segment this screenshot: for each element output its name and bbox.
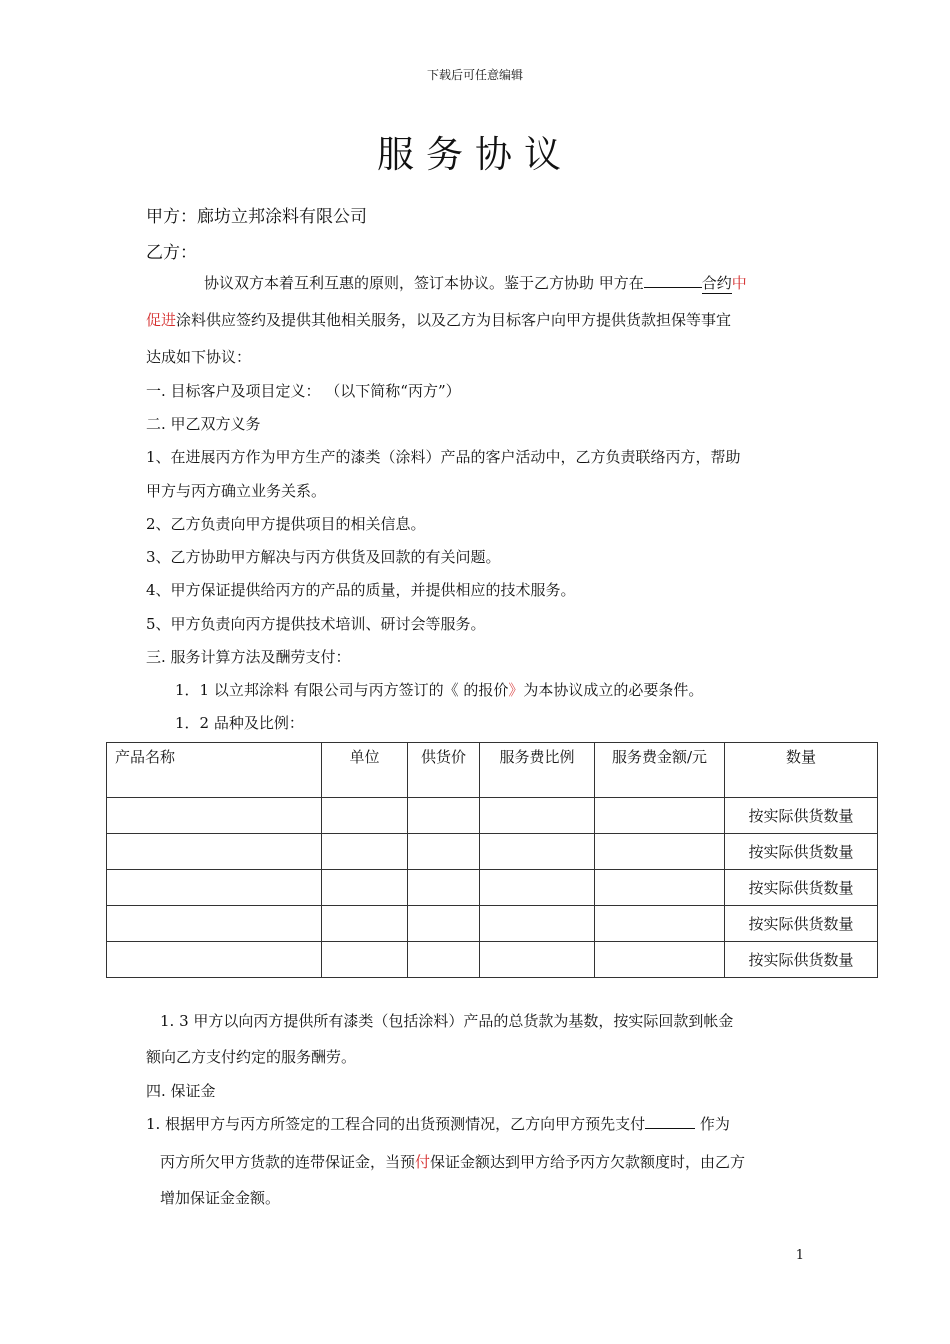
cell-fee-amount xyxy=(595,834,725,870)
cell-fee-amount xyxy=(595,906,725,942)
clause-1-1-tail: 为本协议成立的必要条件。 xyxy=(523,681,704,699)
col-header-fee-amount: 服务费金额/元 xyxy=(595,743,725,798)
cell-fee-amount xyxy=(595,798,725,834)
intro-blank xyxy=(644,287,702,288)
cell-supply-price xyxy=(408,798,480,834)
cell-quantity: 按实际供货数量 xyxy=(725,870,878,906)
product-ratio-table xyxy=(106,742,878,978)
cell-supply-price xyxy=(408,942,480,978)
cell-quantity: 按实际供货数量 xyxy=(725,834,878,870)
table-header-row xyxy=(107,743,878,798)
col-header-quantity: 数量 xyxy=(725,743,878,798)
cell-supply-price xyxy=(408,906,480,942)
intro-text: 协议双方本着互利互惠的原则，签订本协议。鉴于乙方协助 甲方在 xyxy=(204,274,644,292)
section-1-heading: 一. 目标客户及项目定义： （以下简称“丙方”） xyxy=(146,382,461,400)
table-row xyxy=(107,906,878,942)
clause-1-1-red: 》 xyxy=(508,681,524,699)
section-2-heading: 二. 甲乙双方义务 xyxy=(146,415,261,433)
cell-unit xyxy=(322,834,408,870)
col-header-product-name: 产品名称 xyxy=(107,743,322,798)
deposit-clause-line-3: 增加保证金金额。 xyxy=(160,1189,281,1207)
deposit-amount-blank xyxy=(645,1128,695,1129)
obligation-3: 3、乙方协助甲方解决与丙方供货及回款的有关问题。 xyxy=(146,548,501,566)
deposit-clause-line-2 xyxy=(160,1151,745,1172)
clause-1-3-line-2: 额向乙方支付约定的服务酬劳。 xyxy=(146,1048,357,1066)
cell-fee-amount xyxy=(595,942,725,978)
intro-contract-word: 合约 xyxy=(701,274,732,292)
obligation-5: 5、甲方负责向丙方提供技术培训、研讨会等服务。 xyxy=(146,615,486,633)
obligation-4: 4、甲方保证提供给丙方的产品的质量，并提供相应的技术服务。 xyxy=(146,581,576,599)
obligation-1-line-2: 甲方与丙方确立业务关系。 xyxy=(146,482,327,500)
table-row xyxy=(107,870,878,906)
table-row xyxy=(107,798,878,834)
deposit-text-2: 丙方所欠甲方货款的连带保证金，当预 xyxy=(160,1153,416,1171)
cell-fee-ratio xyxy=(480,870,595,906)
section-3-heading: 三. 服务计算方法及酬劳支付： xyxy=(146,648,351,666)
cell-product-name xyxy=(107,798,322,834)
intro-line-3: 达成如下协议： xyxy=(146,348,252,366)
clause-1-1-text: 1．1 以立邦涂料 有限公司与丙方签订的《 的报价 xyxy=(175,681,509,699)
cell-fee-ratio xyxy=(480,798,595,834)
cell-product-name xyxy=(107,870,322,906)
obligation-1-line-1: 1、在进展丙方作为甲方生产的漆类（涂料）产品的客户活动中，乙方负责联络丙方，帮助 xyxy=(146,448,741,466)
clause-1-1 xyxy=(175,679,703,700)
cell-fee-ratio xyxy=(480,942,595,978)
cell-unit xyxy=(322,870,408,906)
intro-red-word: 促进 xyxy=(146,311,177,329)
cell-quantity: 按实际供货数量 xyxy=(725,942,878,978)
obligation-2: 2、乙方负责向甲方提供项目的相关信息。 xyxy=(146,515,426,533)
header-note: 下载后可任意编辑 xyxy=(426,68,523,82)
cell-quantity: 按实际供货数量 xyxy=(725,798,878,834)
col-header-fee-ratio: 服务费比例 xyxy=(480,743,595,798)
cell-supply-price xyxy=(408,834,480,870)
table-row xyxy=(107,942,878,978)
clause-1-2: 1．2 品种及比例： xyxy=(175,714,304,732)
intro-line-2 xyxy=(146,309,731,330)
cell-fee-amount xyxy=(595,870,725,906)
party-b: 乙方： xyxy=(146,243,197,263)
col-header-unit: 单位 xyxy=(322,743,408,798)
cell-product-name xyxy=(107,942,322,978)
cell-unit xyxy=(322,798,408,834)
intro-line-1 xyxy=(204,272,747,294)
deposit-text-tail: 作为 xyxy=(695,1115,730,1133)
page-number: 1 xyxy=(795,1248,804,1263)
intro-text-2: 涂料供应签约及提供其他相关服务，以及乙方为目标客户向甲方提供货款担保等事宜 xyxy=(176,311,732,329)
cell-product-name xyxy=(107,906,322,942)
deposit-clause-line-1 xyxy=(146,1113,730,1134)
cell-fee-ratio xyxy=(480,834,595,870)
cell-unit xyxy=(322,942,408,978)
party-a: 甲方：廊坊立邦涂料有限公司 xyxy=(146,207,367,227)
intro-red-char: 中 xyxy=(731,274,747,292)
cell-unit xyxy=(322,906,408,942)
document-title: 服务协议 xyxy=(377,133,573,176)
deposit-text: 1. 根据甲方与丙方所签定的工程合同的出货预测情况，乙方向甲方预先支付 xyxy=(146,1115,646,1133)
cell-fee-ratio xyxy=(480,906,595,942)
section-4-heading: 四. 保证金 xyxy=(146,1082,216,1100)
deposit-red-char: 付 xyxy=(415,1153,431,1171)
cell-quantity: 按实际供货数量 xyxy=(725,906,878,942)
clause-1-3-line-1: 1. 3 甲方以向丙方提供所有漆类（包括涂料）产品的总货款为基数，按实际回款到帐金 xyxy=(160,1012,734,1030)
deposit-text-2-tail: 保证金额达到甲方给予丙方欠款额度时，由乙方 xyxy=(430,1153,746,1171)
cell-supply-price xyxy=(408,870,480,906)
cell-product-name xyxy=(107,834,322,870)
table-row xyxy=(107,834,878,870)
col-header-supply-price: 供货价 xyxy=(408,743,480,798)
